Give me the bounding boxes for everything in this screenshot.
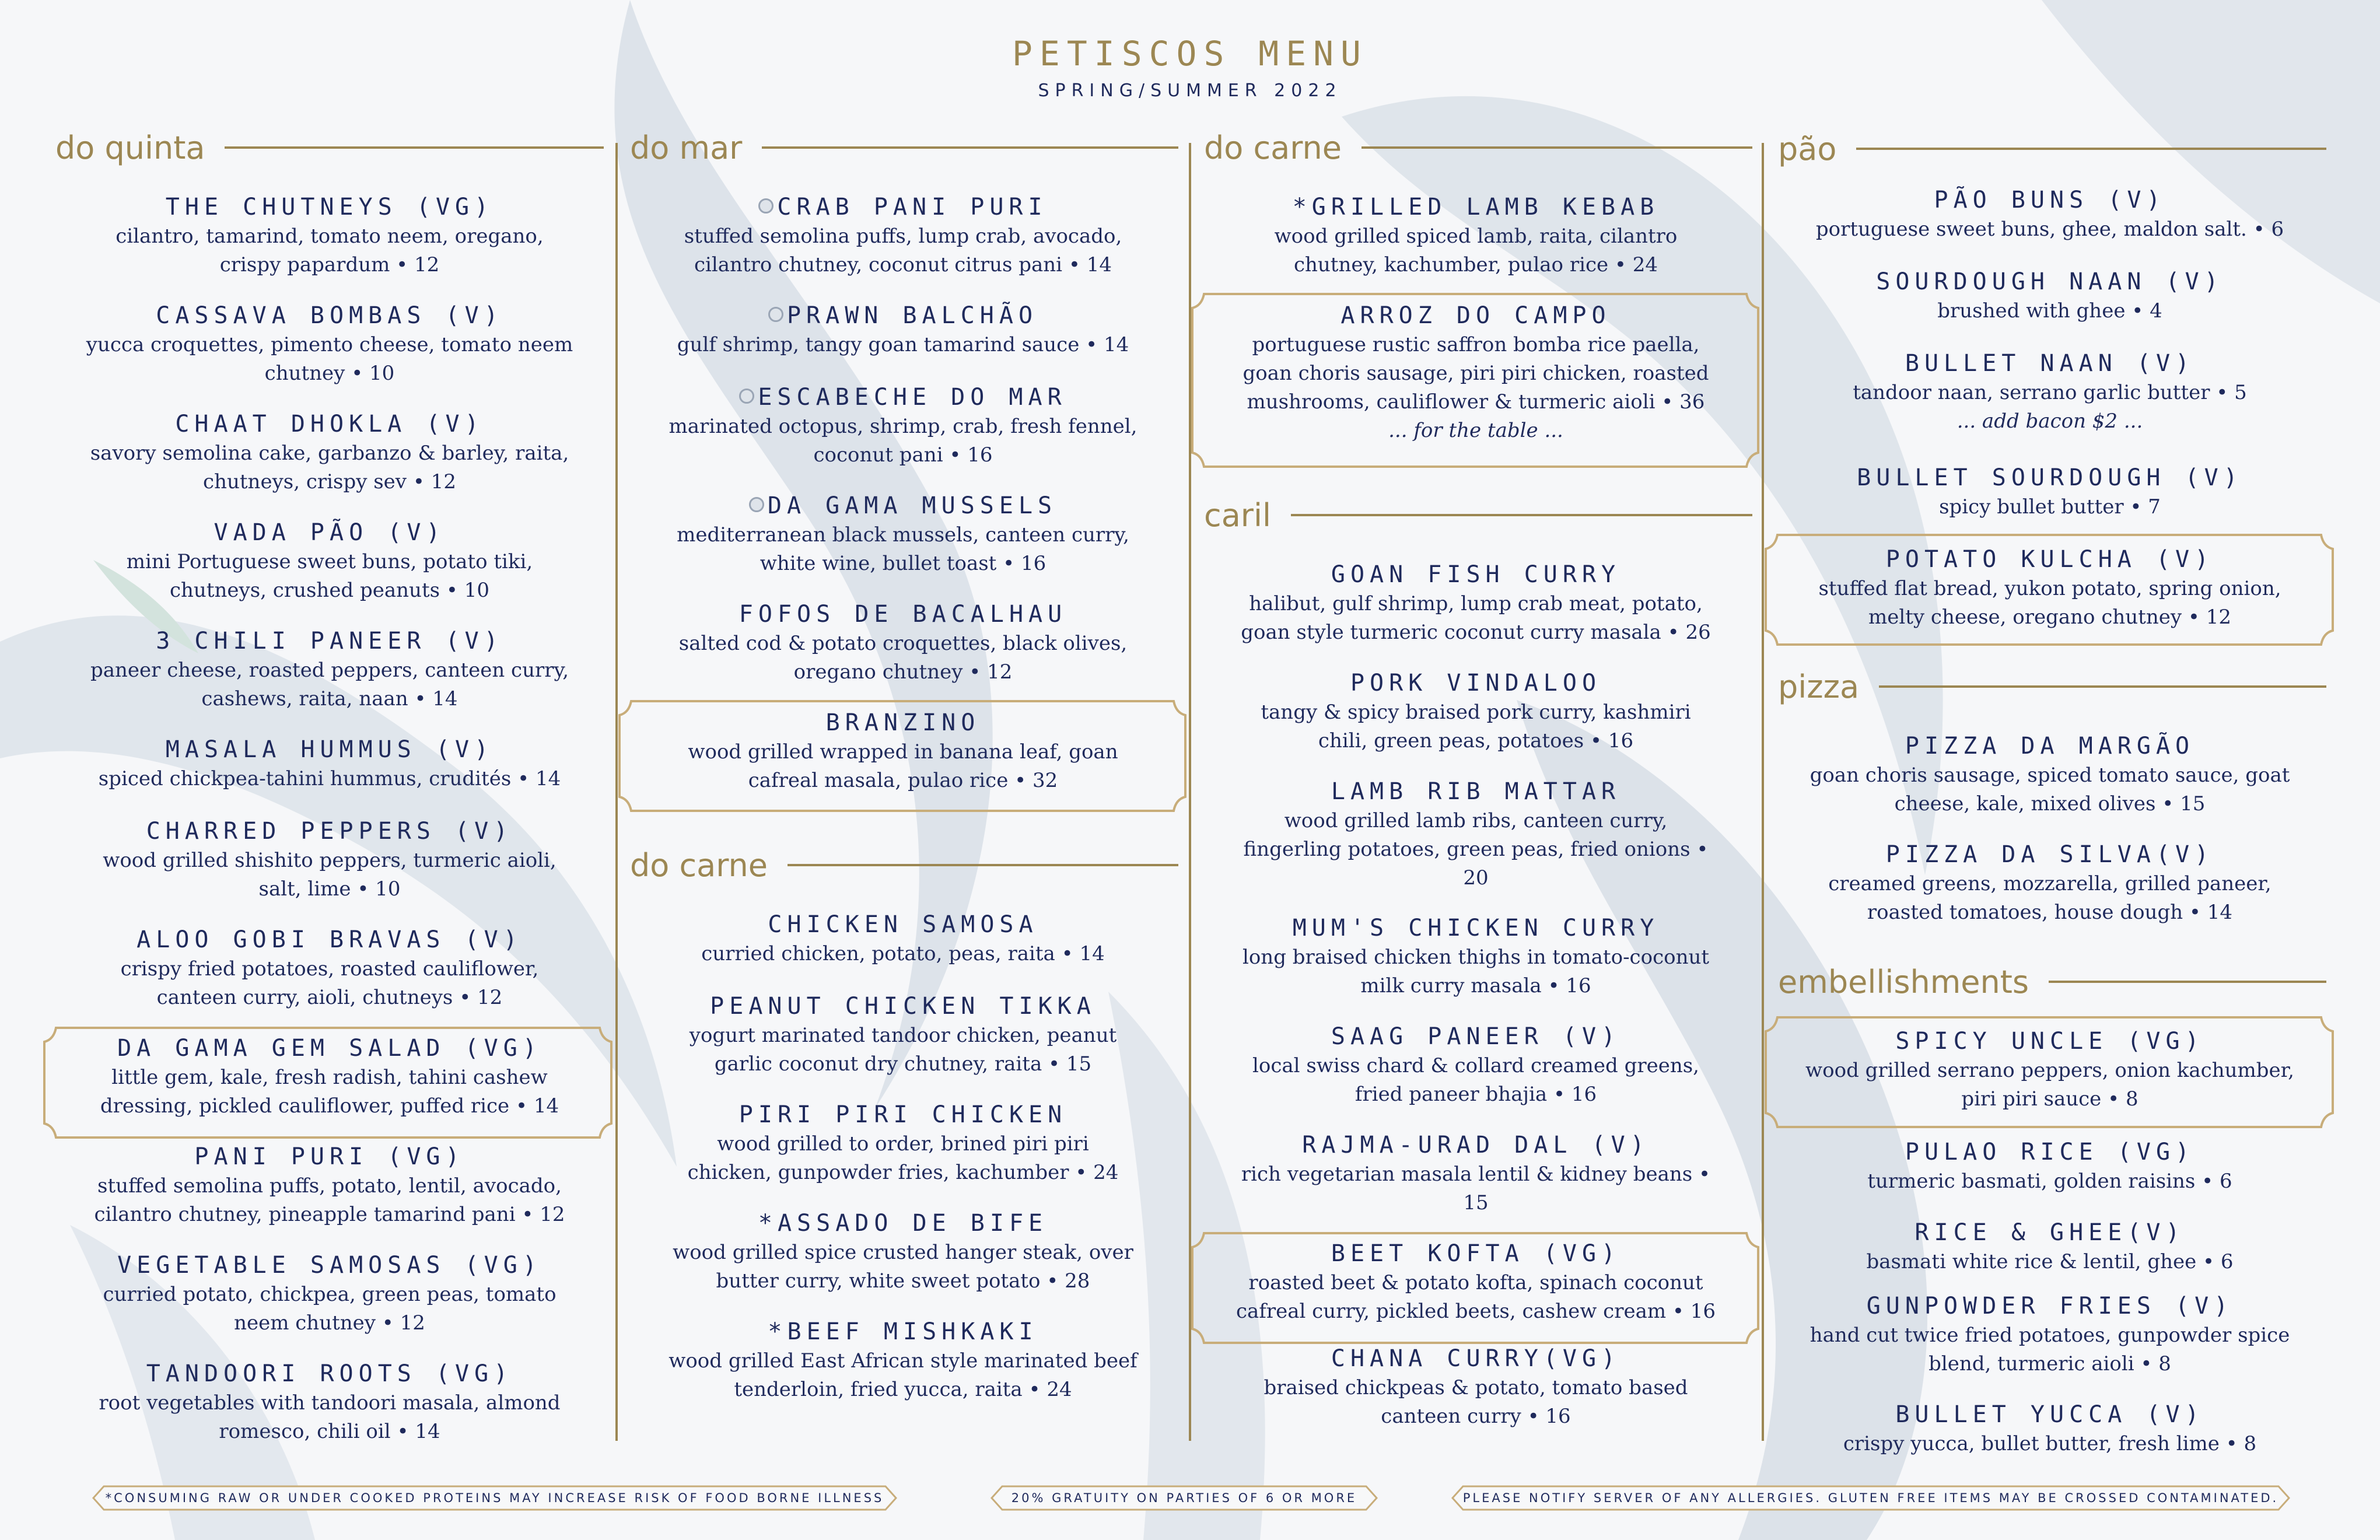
item-description: creamed greens, mozzarella, grilled paneer, [1828, 872, 2272, 895]
item-description: chutney • 10 [264, 362, 395, 385]
item-description: 15 [1463, 1191, 1489, 1214]
item-description: fried paneer bhajia • 16 [1354, 1083, 1597, 1106]
item-description: white wine, bullet toast • 16 [760, 552, 1046, 575]
section-title-do-quinta [55, 127, 604, 168]
item-description: crispy papardum • 12 [219, 253, 440, 276]
item-name: PEANUT CHICKEN TIKKA [710, 993, 1096, 1020]
footer-gratuity-note [991, 1485, 1378, 1511]
menu-item [618, 1317, 1188, 1404]
menu-item [1764, 1292, 2336, 1378]
item-description: mediterranean black mussels, canteen curry, [677, 523, 1129, 547]
item-name: BEET KOFTA (VG) [1331, 1240, 1621, 1267]
item-name: VEGETABLE SAMOSAS (VG) [117, 1252, 542, 1279]
item-description: wood grilled wrapped in banana leaf, goan [688, 740, 1118, 764]
menu-item [1191, 192, 1760, 279]
menu-item [618, 301, 1188, 359]
shell-icon [739, 388, 754, 404]
item-description: wood grilled serrano peppers, onion kachumber, [1805, 1059, 2294, 1082]
section-title-pizza [1778, 666, 2326, 707]
item-description: piri piri sauce • 8 [1961, 1087, 2138, 1111]
item-name-text: ESCABECHE DO MAR [758, 384, 1067, 411]
section-title-caril [1204, 495, 1752, 536]
item-description: wood grilled lamb ribs, canteen curry, [1284, 809, 1668, 832]
item-name: MASALA HUMMUS (V) [165, 736, 494, 763]
item-name-text: DA GAMA MUSSELS [767, 492, 1058, 519]
menu-item [1191, 777, 1760, 892]
item-name: PANI PURI (VG) [194, 1143, 465, 1170]
section-rule [1856, 148, 2326, 150]
menu-item [618, 992, 1188, 1078]
item-name: 3 CHILI PANEER (V) [156, 628, 503, 654]
item-description: rich vegetarian masala lentil & kidney beans • [1241, 1163, 1711, 1186]
item-note: ... for the table ... [1388, 419, 1563, 442]
item-description: blend, turmeric aioli • 8 [1929, 1352, 2171, 1376]
item-name: *BEEF MISHKAKI [768, 1318, 1038, 1345]
item-name: GUNPOWDER FRIES (V) [1866, 1293, 2234, 1320]
section-rule [762, 146, 1178, 149]
item-description: marinated octopus, shrimp, crab, fresh fennel, [668, 415, 1138, 438]
item-name: PIZZA DA MARGÃO [1905, 733, 2195, 760]
item-description: salt, lime • 10 [258, 877, 401, 901]
item-name-text: PRAWN BALCHÃO [786, 302, 1038, 329]
menu-header [0, 34, 2380, 101]
item-description: chicken, gunpowder fries, kachumber • 24 [687, 1161, 1119, 1184]
item-description: halibut, gulf shrimp, lump crab meat, potato, [1249, 592, 1703, 615]
item-name: SPICY UNCLE (VG) [1895, 1028, 2204, 1055]
menu-item-featured [1764, 545, 2336, 631]
menu-item [1191, 560, 1760, 646]
item-description: melty cheese, oregano chutney • 12 [1868, 606, 2231, 629]
item-description: milk curry masala • 16 [1360, 974, 1591, 998]
item-name: CHICKEN SAMOSA [768, 911, 1038, 938]
section-rule [225, 146, 604, 149]
item-description: butter curry, white sweet potato • 28 [716, 1269, 1090, 1293]
menu-item [44, 626, 615, 713]
item-description: chutney, kachumber, pulao rice • 24 [1293, 253, 1658, 276]
item-description: chutneys, crispy sev • 12 [203, 470, 456, 494]
menu-item [1764, 1400, 2336, 1458]
item-description: stuffed semolina puffs, lump crab, avocado, [684, 225, 1122, 248]
item-description: braised chickpeas & potato, tomato based [1264, 1376, 1688, 1399]
item-name: CASSAVA BOMBAS (V) [156, 302, 503, 329]
item-description: hand cut twice fried potatoes, gunpowder spice [1810, 1324, 2290, 1347]
menu-item-featured [1764, 1027, 2336, 1113]
menu-item [44, 301, 615, 387]
item-name: CHARRED PEPPERS (V) [146, 818, 513, 845]
item-name: *ASSADO DE BIFE [758, 1210, 1048, 1237]
item-description: neem chutney • 12 [234, 1311, 425, 1335]
item-name [618, 192, 1188, 222]
menu-item [44, 1359, 615, 1446]
item-name: POTATO KULCHA (V) [1885, 546, 2214, 573]
menu-item [1764, 1138, 2336, 1195]
item-description: little gem, kale, fresh radish, tahini cashew [111, 1066, 548, 1089]
item-description: mushrooms, cauliflower & turmeric aioli • 36 [1247, 390, 1705, 414]
item-description: mini Portuguese sweet buns, potato tiki, [126, 550, 533, 573]
item-name: VADA PÃO (V) [214, 519, 446, 546]
item-description: oregano chutney • 12 [793, 660, 1013, 684]
item-name [618, 383, 1188, 412]
shell-icon [749, 497, 764, 512]
item-description: cheese, kale, mixed olives • 15 [1894, 792, 2206, 816]
item-name: THE CHUTNEYS (VG) [165, 194, 494, 220]
item-description: cashews, raita, naan • 14 [201, 687, 458, 710]
item-description: root vegetables with tandoori masala, almond [99, 1391, 561, 1415]
item-description: cilantro, tamarind, tomato neem, oregano, [116, 225, 544, 248]
item-description: portuguese rustic saffron bomba rice paella, [1252, 333, 1700, 356]
item-name: DA GAMA GEM SALAD (VG) [117, 1035, 542, 1062]
menu-item [44, 925, 615, 1012]
item-description: yogurt marinated tandoor chicken, peanut [689, 1024, 1117, 1047]
item-description: goan style turmeric coconut curry masala • 26 [1241, 621, 1711, 644]
menu-item-featured [1191, 301, 1760, 445]
item-description: 20 [1463, 866, 1489, 890]
section-title-pao [1778, 128, 2326, 169]
item-name-text: CRAB PANI PURI [777, 194, 1048, 220]
item-name: BULLET NAAN (V) [1905, 350, 2195, 377]
menu-item [1191, 1344, 1760, 1430]
item-description: curried chicken, potato, peas, raita • 14 [701, 942, 1105, 965]
item-name: FOFOS DE BACALHAU [738, 601, 1068, 628]
item-name [618, 301, 1188, 330]
item-description: goan choris sausage, spiced tomato sauce, goat [1810, 764, 2290, 787]
section-label: pão [1778, 130, 1837, 167]
item-name: PULAO RICE (VG) [1905, 1139, 2195, 1166]
item-description: tandoor naan, serrano garlic butter • 5 [1853, 381, 2247, 404]
menu-item [44, 817, 615, 903]
menu-item [1764, 186, 2336, 243]
menu-item-featured [1191, 1239, 1760, 1325]
item-description: local swiss chard & collard creamed greens, [1252, 1054, 1699, 1077]
item-description: savory semolina cake, garbanzo & barley, raita, [90, 442, 569, 465]
item-description: chutneys, crushed peanuts • 10 [169, 579, 490, 602]
footer-allergy-note [1451, 1485, 2290, 1511]
menu-item [618, 600, 1188, 686]
item-description: spiced chickpea-tahini hummus, crudités • 14 [98, 767, 561, 790]
menu-item [44, 192, 615, 279]
section-label: caril [1204, 496, 1271, 534]
item-name [618, 491, 1188, 520]
item-name: SOURDOUGH NAAN (V) [1876, 268, 2224, 295]
item-name: CHAAT DHOKLA (V) [175, 411, 484, 438]
item-description: yucca croquettes, pimento cheese, tomato neem [86, 333, 573, 356]
footer-text: PLEASE NOTIFY SERVER OF ANY ALLERGIES. GLUTEN FREE ITEMS MAY BE CROSSED CONTAMINATED. [1462, 1491, 2279, 1505]
item-name: GOAN FISH CURRY [1331, 561, 1621, 588]
footer-text: *CONSUMING RAW OR UNDER COOKED PROTEINS MAY INCREASE RISK OF FOOD BORNE ILLNESS [105, 1491, 884, 1505]
item-name: *GRILLED LAMB KEBAB [1292, 194, 1660, 220]
menu-item [618, 1100, 1188, 1186]
item-name: LAMB RIB MATTAR [1331, 778, 1621, 805]
item-description: crispy fried potatoes, roasted cauliflower, [120, 957, 539, 981]
section-title-do-carne [630, 845, 1178, 886]
item-name: SAAG PANEER (V) [1331, 1023, 1621, 1050]
item-description: crispy yucca, bullet butter, fresh lime • 8 [1843, 1432, 2257, 1455]
item-description: spicy bullet butter • 7 [1939, 495, 2161, 519]
item-description: roasted tomatoes, house dough • 14 [1867, 901, 2233, 924]
item-description: cafreal curry, pickled beets, cashew cream • 16 [1236, 1300, 1716, 1323]
menu-item [44, 1142, 615, 1228]
menu-item [44, 518, 615, 604]
item-name: RICE & GHEE(V) [1915, 1219, 2185, 1246]
item-name: RAJMA-URAD DAL (V) [1302, 1132, 1650, 1158]
item-name: PIZZA DA SILVA(V) [1885, 841, 2214, 868]
section-label: do carne [630, 846, 768, 884]
section-rule [1362, 146, 1752, 149]
item-description: wood grilled shishito peppers, turmeric aioli, [103, 849, 556, 872]
item-description: canteen curry • 16 [1381, 1405, 1571, 1428]
menu-item [1764, 463, 2336, 521]
item-description: dressing, pickled cauliflower, puffed rice • 14 [100, 1094, 559, 1118]
section-title-do-mar [630, 127, 1178, 168]
menu-item-featured [618, 708, 1188, 794]
menu-item [618, 383, 1188, 469]
item-name: TANDOORI ROOTS (VG) [146, 1360, 513, 1387]
menu-item [618, 910, 1188, 968]
menu-item [44, 735, 615, 793]
menu-item [1191, 1130, 1760, 1217]
item-description: long braised chicken thighs in tomato-coconut [1242, 946, 1710, 969]
item-description: cilantro chutney, pineapple tamarind pani • 12 [94, 1203, 565, 1226]
menu-item [44, 410, 615, 496]
section-label: do mar [630, 129, 743, 166]
item-name: MUM'S CHICKEN CURRY [1292, 915, 1660, 942]
menu-item [618, 491, 1188, 578]
section-rule [1879, 685, 2326, 688]
menu-item [1191, 914, 1760, 1000]
item-description: romesco, chili oil • 14 [219, 1420, 440, 1443]
item-description: cilantro chutney, coconut citrus pani • 14 [694, 253, 1112, 276]
menu-item [1191, 1022, 1760, 1108]
section-rule [788, 864, 1178, 866]
menu-item-featured [44, 1034, 615, 1120]
item-description: roasted beet & potato kofta, spinach coconut [1248, 1271, 1703, 1294]
item-description: tangy & spicy braised pork curry, kashmiri [1261, 701, 1691, 724]
item-description: gulf shrimp, tangy goan tamarind sauce • 14 [677, 333, 1129, 356]
item-description: chili, green peas, potatoes • 16 [1318, 729, 1634, 752]
item-name: PIRI PIRI CHICKEN [738, 1101, 1068, 1128]
menu-item [1191, 668, 1760, 755]
item-description: wood grilled East African style marinated beef [668, 1349, 1138, 1373]
item-description: fingerling potatoes, green peas, fried onions • [1243, 838, 1709, 861]
item-name: CHANA CURRY(VG) [1331, 1345, 1621, 1372]
item-description: wood grilled to order, brined piri piri [717, 1132, 1089, 1156]
item-description: wood grilled spice crusted hanger steak, over [673, 1241, 1133, 1264]
section-title-embellishments [1778, 961, 2326, 1002]
item-description: garlic coconut dry chutney, raita • 15 [714, 1052, 1092, 1076]
item-name: ALOO GOBI BRAVAS (V) [136, 926, 523, 953]
item-note: ... add bacon $2 ... [1957, 410, 2143, 433]
menu-item [1764, 267, 2336, 325]
item-description: canteen curry, aioli, chutneys • 12 [156, 986, 503, 1009]
item-description: stuffed semolina puffs, potato, lentil, avocado, [97, 1174, 562, 1198]
menu-item [1764, 840, 2336, 926]
menu-item [618, 1209, 1188, 1295]
item-description: curried potato, chickpea, green peas, tomato [103, 1283, 556, 1306]
item-description: coconut pani • 16 [813, 443, 993, 467]
item-name: BULLET YUCCA (V) [1895, 1401, 2204, 1428]
shell-icon [758, 198, 774, 214]
item-name: PORK VINDALOO [1350, 670, 1602, 696]
item-description: wood grilled spiced lamb, raita, cilantro [1274, 225, 1678, 248]
item-description: paneer cheese, roasted peppers, canteen curry, [90, 659, 569, 682]
footer-text: 20% GRATUITY ON PARTIES OF 6 OR MORE [1011, 1491, 1357, 1505]
item-description: brushed with ghee • 4 [1937, 299, 2162, 323]
item-name: PÃO BUNS (V) [1934, 187, 2166, 214]
item-description: cafreal masala, pulao rice • 32 [748, 769, 1058, 792]
section-rule [1291, 514, 1752, 516]
item-description: portuguese sweet buns, ghee, maldon salt. • 6 [1815, 218, 2284, 241]
section-label: embellishments [1778, 963, 2029, 1000]
item-description: goan choris sausage, piri piri chicken, roasted [1242, 362, 1709, 385]
menu-item [1764, 1218, 2336, 1276]
item-description: salted cod & potato croquettes, black olives, [678, 632, 1128, 655]
item-description: basmati white rice & lentil, ghee • 6 [1866, 1250, 2234, 1273]
item-name: BRANZINO [825, 709, 981, 736]
shell-icon [768, 307, 783, 322]
section-label: do carne [1204, 129, 1342, 166]
section-title-do-carne [1204, 127, 1752, 168]
menu-item [1764, 349, 2336, 436]
item-name: BULLET SOURDOUGH (V) [1857, 464, 2243, 491]
item-description: turmeric basmati, golden raisins • 6 [1867, 1170, 2232, 1193]
item-description: tenderloin, fried yucca, raita • 24 [734, 1378, 1072, 1401]
menu-item [44, 1251, 615, 1337]
menu-item [1764, 732, 2336, 818]
section-label: do quinta [55, 129, 205, 166]
item-name: ARROZ DO CAMPO [1340, 302, 1611, 329]
menu-subtitle: SPRING/SUMMER 2022 [1038, 80, 1342, 101]
menu-item [618, 192, 1188, 279]
section-label: pizza [1778, 668, 1860, 705]
menu-title: PETISCOS MENU [1012, 34, 1368, 74]
item-description: stuffed flat bread, yukon potato, spring onion, [1818, 577, 2281, 600]
section-rule [2049, 981, 2326, 983]
footer-raw-warning [92, 1485, 897, 1511]
